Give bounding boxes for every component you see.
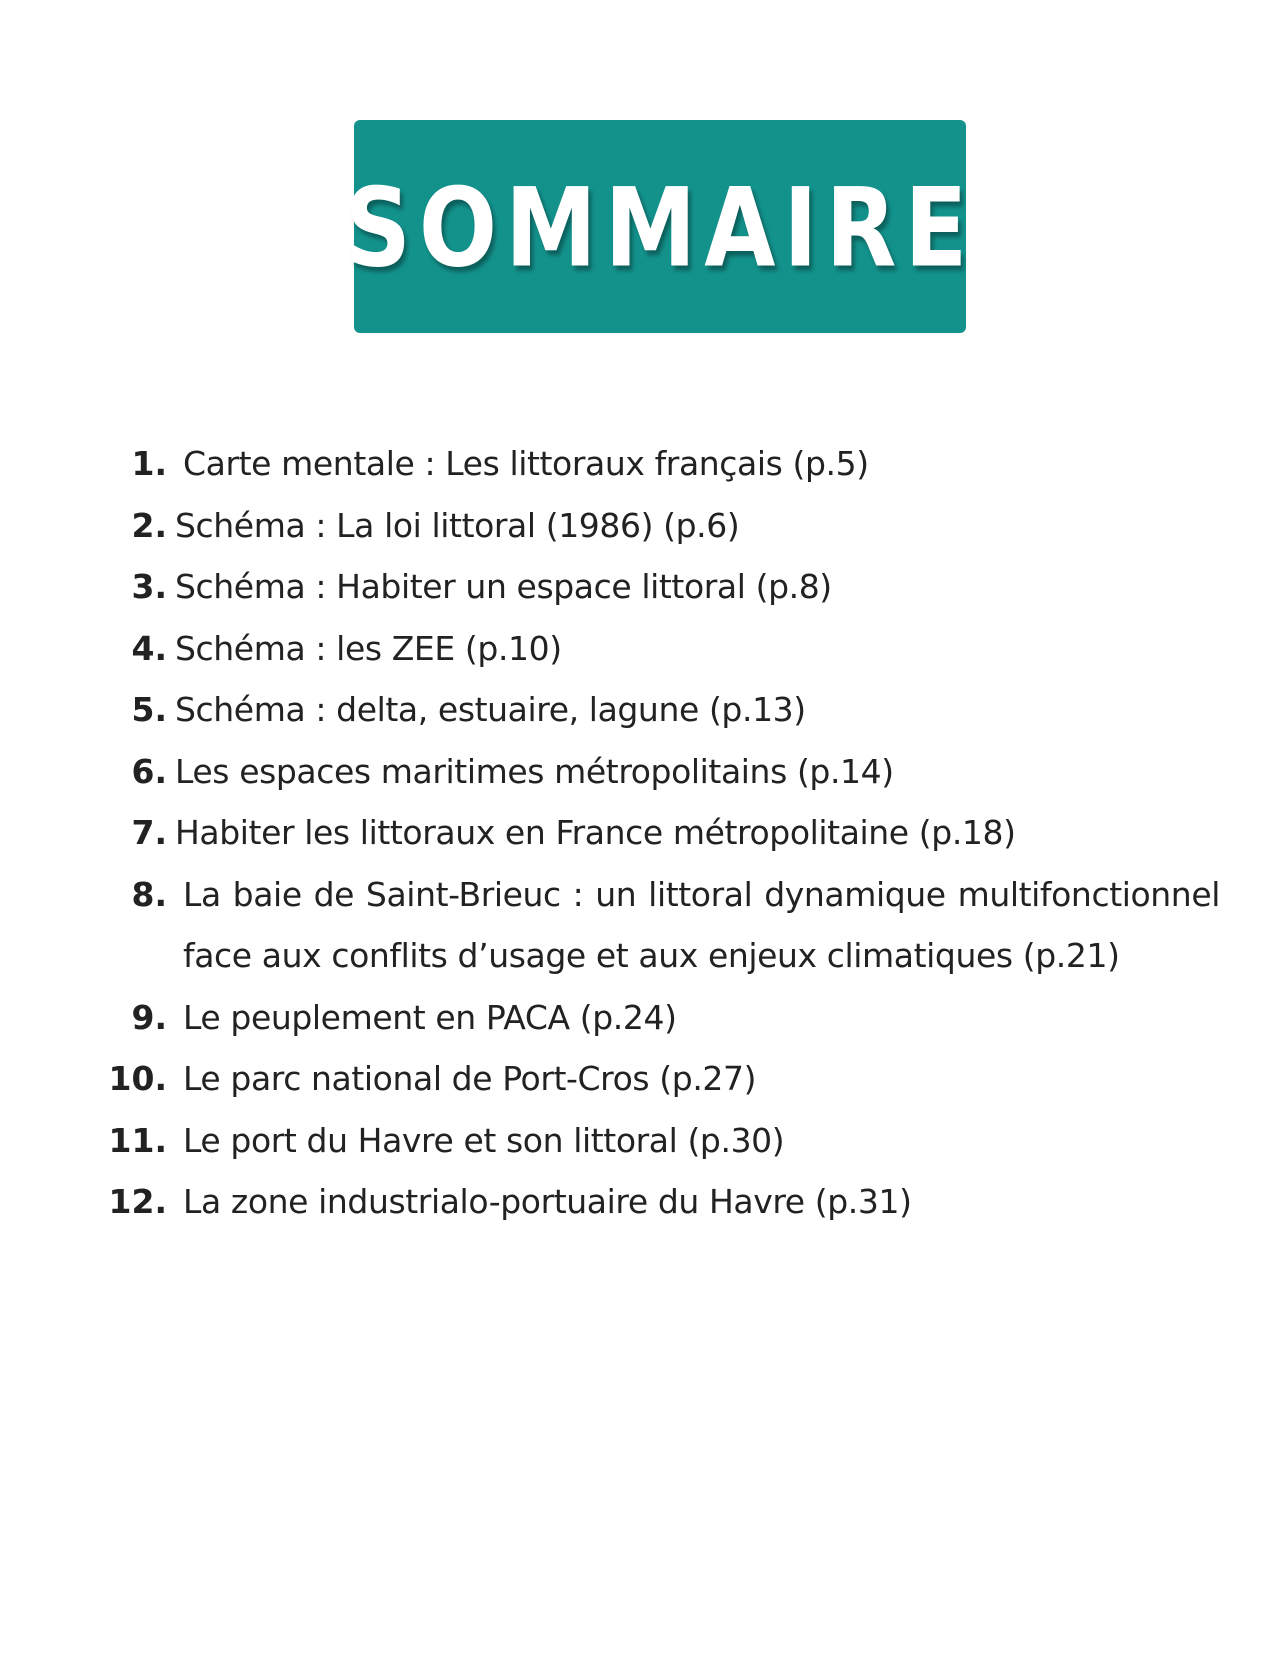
toc-item-number: 7. — [131, 813, 167, 852]
toc-item[interactable] — [100, 802, 1220, 864]
toc-item[interactable] — [100, 1048, 1220, 1110]
toc-item-number: 5. — [131, 690, 167, 729]
toc-item-text: Schéma : La loi littoral (1986) (p.6) — [175, 505, 740, 545]
toc-item[interactable] — [100, 495, 1220, 557]
toc-item-number: 6. — [131, 751, 167, 791]
toc-item[interactable] — [100, 679, 1220, 741]
title-banner — [344, 120, 976, 333]
toc-item[interactable] — [100, 864, 1220, 987]
toc-item-number: 10. — [108, 1059, 167, 1098]
toc-item-text: Schéma : delta, estuaire, lagune (p.13) — [175, 690, 806, 729]
table-of-contents — [100, 433, 1220, 1233]
toc-item[interactable] — [100, 618, 1220, 680]
toc-item-text: Carte mentale : Les littoraux français (p.5) — [183, 444, 869, 483]
page-title: SOMMAIRE — [344, 165, 976, 292]
toc-item-number: 9. — [131, 997, 167, 1037]
toc-item-number: 11. — [108, 1120, 167, 1160]
toc-item-number: 4. — [131, 628, 167, 668]
toc-item[interactable] — [100, 1110, 1220, 1172]
toc-item-text: Habiter les littoraux en France métropolitaine (p.18) — [175, 813, 1016, 852]
toc-item-text: Schéma : les ZEE (p.10) — [175, 628, 562, 668]
toc-item[interactable] — [100, 987, 1220, 1049]
toc-item-number: 2. — [131, 505, 167, 545]
toc-item-text: Le parc national de Port-Cros (p.27) — [183, 1059, 757, 1098]
toc-item-text: Les espaces maritimes métropolitains (p.14) — [175, 751, 894, 791]
toc-item[interactable] — [100, 556, 1220, 618]
toc-item-text: La baie de Saint-Brieuc : un littoral dynamique multifonctionnel face aux conflits d’usage et aux enjeux climatiques (p.21) — [183, 874, 1220, 975]
toc-item[interactable] — [100, 433, 1220, 495]
toc-item-text: La zone industrialo-portuaire du Havre (p.31) — [183, 1182, 912, 1221]
toc-item-number: 8. — [131, 874, 167, 914]
toc-item-text: Schéma : Habiter un espace littoral (p.8) — [175, 567, 832, 606]
toc-item-number: 1. — [131, 444, 167, 483]
toc-item-text: Le port du Havre et son littoral (p.30) — [183, 1120, 785, 1160]
toc-item-number: 12. — [108, 1182, 167, 1221]
toc-item-text: Le peuplement en PACA (p.24) — [183, 997, 677, 1037]
toc-item-number: 3. — [131, 567, 167, 606]
toc-item[interactable] — [100, 741, 1220, 803]
toc-item[interactable] — [100, 1171, 1220, 1233]
